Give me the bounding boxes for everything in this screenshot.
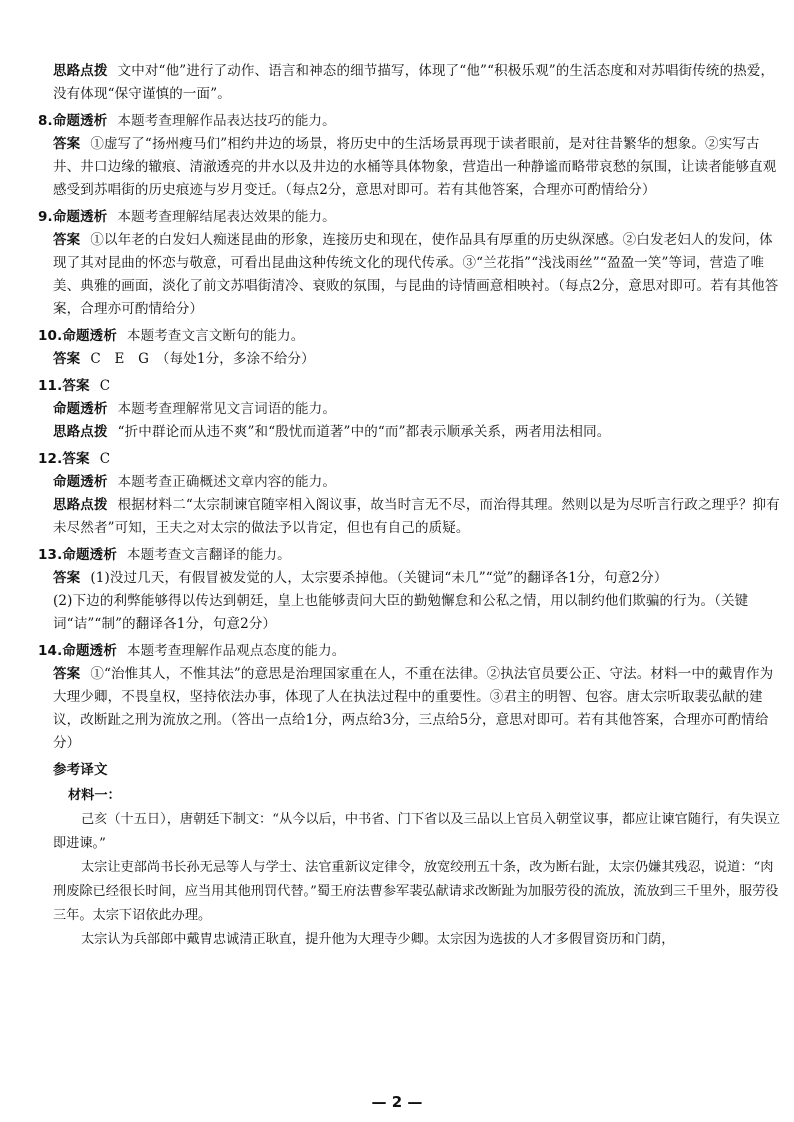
- question-8-answer: [38, 133, 782, 202]
- answer-text: ①虚写了“扬州瘦马们”相约井边的场景，将历史中的生活场景再现于读者眼前，是对往昔繁华的想象。②实写古井、井口边缘的辙痕、清澈透亮的井水以及井边的水桶等具体物象，营造出一种静谧而略带哀愁的氛围，让读者能够直观感受到苏唱街的历史痕迹与岁月变迁。（每点2分，意思对即可。若有其他答案，合理亦可酌情给分）: [53, 136, 777, 198]
- answer-text: C E G （每处1分，多涂不给分）: [90, 351, 315, 367]
- question-number: 8.: [38, 113, 53, 129]
- hint-label: 思路点拨: [53, 497, 108, 513]
- question-number: 11.: [38, 378, 63, 394]
- analysis-label: 命题透析: [53, 474, 108, 490]
- analysis-label: 命题透析: [52, 113, 108, 129]
- question-12-hint: [38, 494, 782, 540]
- answer-text: ①“治惟其人，不惟其法”的意思是治理国家重在人，不重在法律。②执法官员要公正、守法。材料一中的戴胄作为大理少卿，不畏皇权，坚持依法办事，体现了人在执法过程中的重要性。③君主的明智、包容。唐太宗听取裴弘献的建议，改断趾之刑为流放之刑。（答出一点给1分，两点给3分，三点给5分，意思对即可。若有其他答案，合理亦可酌情给分）: [53, 666, 774, 751]
- analysis-text: 本题考查理解常见文言词语的能力。: [117, 401, 337, 417]
- answer-label: 答案: [53, 570, 81, 586]
- question-10-analysis: [38, 325, 782, 348]
- question-14-answer: [38, 663, 782, 755]
- question-8-analysis: [38, 110, 782, 133]
- analysis-text: 本题考查理解作品表达技巧的能力。: [117, 113, 336, 129]
- answer-label: 答案: [53, 136, 81, 152]
- question-11-hint: [38, 421, 782, 444]
- hint-text: “折中群论而从违不爽”和“殷忧而道著”中的“而”都表示顺承关系，两者用法相同。: [117, 424, 611, 440]
- hint-text: 文中对“他”进行了动作、语言和神态的细节描写，体现了“他”“积极乐观”的生活态度和对苏唱街传统的热爱，没有体现“保守谨慎的一面”。: [53, 63, 775, 102]
- question-13-analysis: [38, 544, 782, 567]
- question-11-answer: [38, 375, 782, 398]
- answer-text: (2)下边的利弊能够得以传达到朝廷，皇上也能够责问大臣的勤勉懈怠和公私之情，用以制约他们欺骗的行为。（关键词“诘”“制”的翻译各1分，句意2分）: [53, 593, 749, 632]
- question-14-analysis: [38, 640, 782, 663]
- hint-text: 根据材料二“太宗制谏官随宰相入阁议事，故当时言无不尽，而治得其理。然则以是为尽听言行政之理乎？抑有未尽然者”可知，王夫之对太宗的做法予以肯定，但也有自己的质疑。: [53, 497, 780, 536]
- answer-label: 答案: [53, 351, 81, 367]
- question-number: 14.: [38, 643, 63, 659]
- translation-paragraph: 太宗让吏部尚书长孙无忌等人与学士、法官重新议定律令，放宽绞刑五十条，改为断右趾，太宗仍嫌其残忍，说道：“肉刑废除已经很长时间，应当用其他刑罚代替。”蜀王府法曹参军裴弘献请求改断趾为加服劳役的流放，流放到三千里外，服劳役三年。太宗下诏依此办理。: [53, 860, 779, 923]
- question-13-answer-2: [38, 590, 782, 636]
- hint-label: 思路点拨: [53, 424, 108, 440]
- hint-label: 思路点拨: [53, 63, 108, 79]
- question-number: 12.: [38, 451, 63, 467]
- analysis-label: 命题透析: [62, 643, 117, 659]
- question-9-answer: [38, 229, 782, 321]
- question-number: 9.: [38, 209, 53, 225]
- answer-label: 答案: [62, 378, 90, 394]
- analysis-label: 命题透析: [52, 209, 108, 225]
- answer-text: C: [99, 451, 111, 467]
- answer-content: [38, 60, 782, 952]
- question-9-analysis: [38, 206, 782, 229]
- question-number: 10.: [38, 328, 63, 344]
- analysis-label: 命题透析: [62, 328, 117, 344]
- question-12-analysis: [38, 471, 782, 494]
- material-1-title: 材料一：: [68, 788, 121, 803]
- question-13-answer-1: [38, 567, 782, 590]
- question-10-answer: [38, 348, 782, 371]
- translation-paragraph: 太宗认为兵部郎中戴胄忠诚清正耿直，提升他为大理寺少卿。太宗因为选拔的人才多假冒资历和门荫，: [81, 932, 675, 947]
- question-11-analysis: [38, 398, 782, 421]
- question-number: 13.: [38, 547, 63, 563]
- answer-text: ①以年老的白发妇人痴迷昆曲的形象，连接历史和现在，使作品具有厚重的历史纵深感。②白发老妇人的发问，体现了其对昆曲的怀恋与敬意，可看出昆曲这种传统文化的现代传承。③“兰花指”“浅浅雨丝”“盈盈一笑”等词，营造了唯美、典雅的画面，淡化了前文苏唱街清冷、衰败的氛围，与昆曲的诗情画意相映衬。（每点2分，意思对即可。若有其他答案，合理亦可酌情给分）: [53, 232, 779, 317]
- question-12-answer: [38, 448, 782, 471]
- hint-block-7: [38, 60, 782, 106]
- analysis-label: 命题透析: [53, 401, 108, 417]
- analysis-text: 本题考查文言文断句的能力。: [126, 328, 305, 344]
- analysis-text: 本题考查正确概述文章内容的能力。: [117, 474, 337, 490]
- translation-paragraph: 己亥（十五日），唐朝廷下制文：“从今以后，中书省、门下省以及三品以上官员入朝堂议事，都应让谏官随行，有失误立即进谏。”: [53, 812, 781, 851]
- answer-label: 答案: [53, 666, 81, 682]
- answer-text: C: [99, 378, 111, 394]
- analysis-text: 本题考查文言翻译的能力。: [126, 547, 291, 563]
- analysis-label: 命题透析: [62, 547, 117, 563]
- analysis-text: 本题考查理解作品观点态度的能力。: [126, 643, 346, 659]
- answer-text: (1)没过几天，有假冒被发觉的人，太宗要杀掉他。（关键词“未几”“觉”的翻译各1分，句意2分）: [90, 570, 668, 586]
- page-number: — 2 —: [371, 1093, 423, 1111]
- analysis-text: 本题考查理解结尾表达效果的能力。: [117, 209, 336, 225]
- translation-title: [38, 759, 782, 782]
- answer-label: 答案: [53, 232, 81, 248]
- translation-heading: 参考译文: [53, 762, 108, 778]
- answer-label: 答案: [62, 451, 90, 467]
